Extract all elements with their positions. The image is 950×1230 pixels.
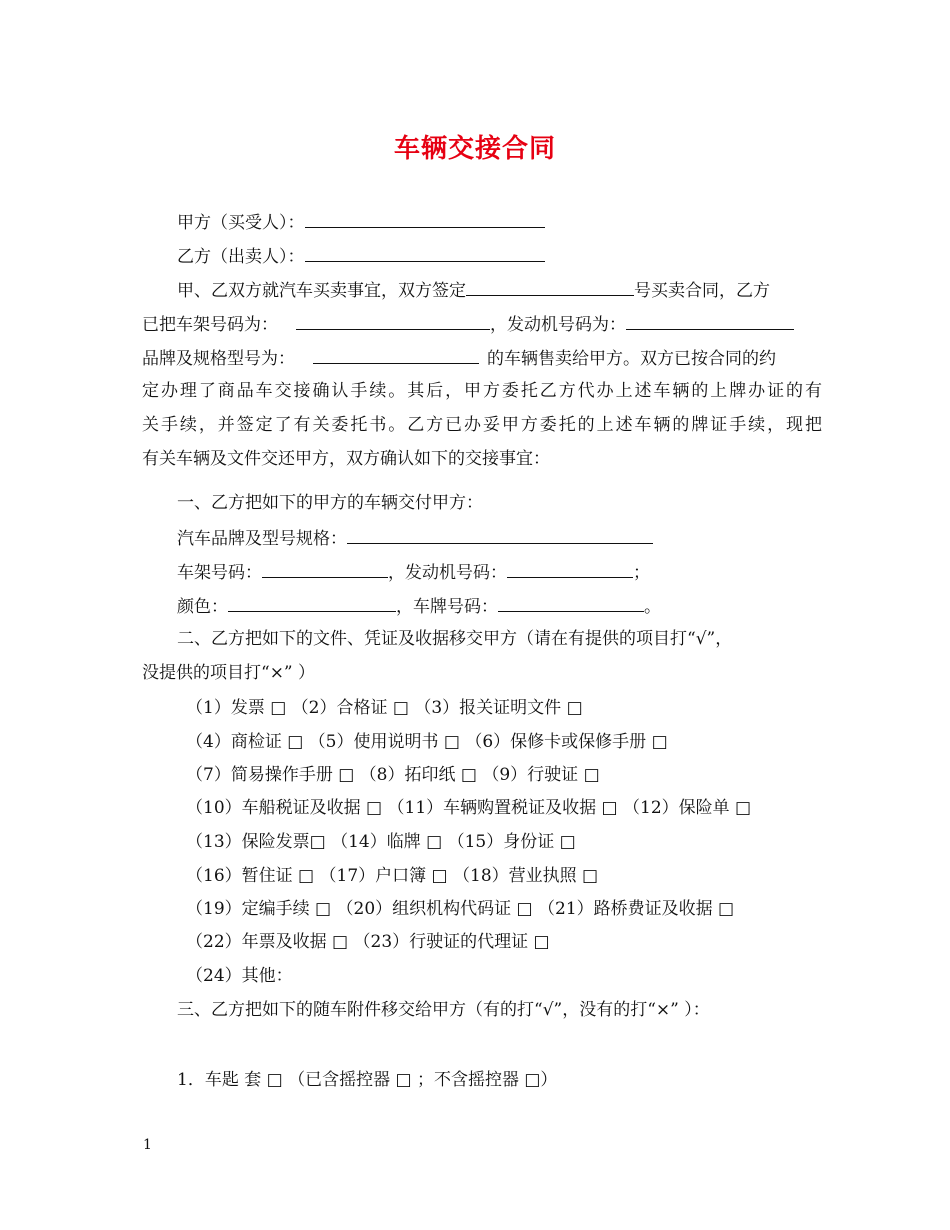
document-title: 车辆交接合同 [393,134,556,164]
frame-blank [262,559,388,578]
checklist-row: （13）保险发票□ （14）临牌 □ （15）身份证 □ [186,832,576,852]
brand-model-line [177,525,857,549]
para1-line2 [142,311,822,335]
brand-spec-blank [313,345,479,364]
color-blank [228,593,396,612]
checklist-row: （22）年票及收据 □ （23）行驶证的代理证 □ [186,932,550,952]
car-key-item: 1．车匙 套 □ （已含摇控器 □ ；不含摇控器 □） [177,1070,558,1090]
para1-line3 [142,345,822,369]
para1-text: 甲、乙双方就汽车买卖事宜，双方签定 [177,281,466,301]
frame-engine-line [177,559,857,583]
section2-line1: 二、乙方把如下的文件、凭证及收据移交甲方（请在有提供的项目打“√”， [177,629,733,649]
engine-number-blank [626,311,794,330]
engine-blank [507,559,633,578]
para1-text: 的车辆售卖给甲方。双方已按合同的约 [487,349,776,369]
contract-number-blank [466,277,634,296]
plate-blank [498,593,644,612]
para1-text: ，发动机号码为： [490,315,626,335]
para1-text: 已把车架号码为： [142,315,278,335]
checklist-row: （1）发票 □ （2）合格证 □ （3）报关证明文件 □ [186,698,583,718]
para1-text: 品牌及规格型号为： [142,349,295,369]
section3-heading: 三、乙方把如下的随车附件移交给甲方（有的打“√”，没有的打“×” ）： [177,1000,710,1020]
party-b-blank [305,243,545,262]
brand-model-blank [347,525,653,544]
color-plate-line [177,593,857,617]
brand-model-label: 汽车品牌及型号规格： [177,529,347,549]
checklist-row: （19）定编手续 □ （20）组织机构代码证 □ （21）路桥费证及收据 □ [186,899,735,919]
page-number: 1 [143,1137,152,1153]
section1-heading: 一、乙方把如下的甲方的车辆交付甲方： [177,493,483,513]
para1-line1 [177,277,857,301]
checklist-row: （7）简易操作手册 □ （8）拓印纸 □ （9）行驶证 □ [186,765,600,785]
color-label: 颜色： [177,597,228,617]
party-a-line [177,209,857,233]
party-b-line [177,243,857,267]
punctuation: ； [633,563,650,583]
para1-line6: 有关车辆及文件交还甲方，双方确认如下的交接事宜： [142,449,550,469]
checklist-row: （16）暂住证 □ （17）户口簿 □ （18）营业执照 □ [186,866,599,886]
party-a-label: 甲方（买受人）： [177,213,305,233]
section2-line2: 没提供的项目打“×” ） [142,663,316,683]
para1-line5: 关手续，并签定了有关委托书。乙方已办妥甲方委托的上述车辆的牌证手续，现把 [142,415,822,435]
party-b-label: 乙方（出卖人）： [177,247,305,267]
plate-label: ，车牌号码： [396,597,498,617]
checklist-row: （4）商检证 □ （5）使用说明书 □ （6）保修卡或保修手册 □ [186,732,668,752]
para1-line4: 定办理了商品车交接确认手续。其后，甲方委托乙方代办上述车辆的上牌办证的有 [142,381,822,401]
frame-number-blank [296,311,490,330]
checklist-row: （24）其他： [186,966,293,986]
punctuation: 。 [644,597,661,617]
party-a-blank [305,209,545,228]
checklist-row: （10）车船税证及收据 □ （11）车辆购置税证及收据 □ （12）保险单 □ [186,798,752,818]
frame-label: 车架号码： [177,563,262,583]
engine-label: ，发动机号码： [388,563,507,583]
para1-text: 号买卖合同，乙方 [634,281,770,301]
